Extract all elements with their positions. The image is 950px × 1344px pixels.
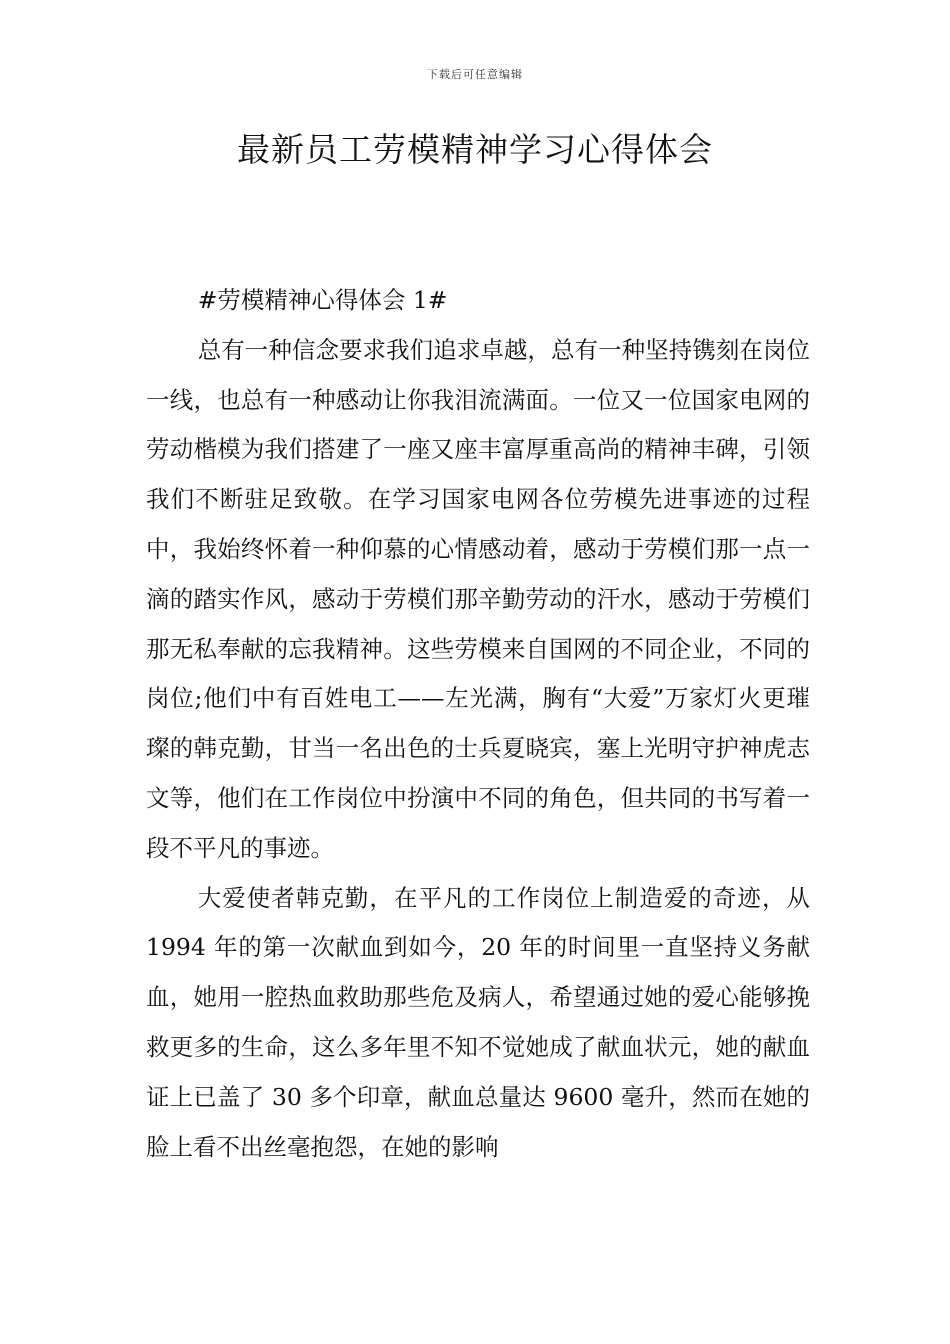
paragraph-1: 总有一种信念要求我们追求卓越，总有一种坚持镌刻在岗位一线，也总有一种感动让你我泪流满面。一位又一位国家电网的劳动楷模为我们搭建了一座又座丰富厚重高尚的精神丰碑，引领我们不断驻足致敬。在学习国家电网各位劳模先进事迹的过程中，我始终怀着一种仰慕的心情感动着，感动于劳模们那一点一滴的踏实作风，感动于劳模们那辛勤劳动的汗水，感动于劳模们那无私奉献的忘我精神。这些劳模来自国网的不同企业，不同的岗位;他们中有百姓电工——左光满，胸有“大爱”万家灯火更璀璨的韩克勤，甘当一名出色的士兵夏晓宾，塞上光明守护神虎志文等，他们在工作岗位中扮演中不同的角色，但共同的书写着一段不平凡的事迹。 bbox=[146, 335, 810, 862]
header-note: 下载后可任意编辑 bbox=[427, 68, 523, 81]
section-heading: #劳模精神心得体会 1# bbox=[197, 286, 448, 314]
document-body bbox=[146, 276, 810, 1172]
paragraph-2: 大爱使者韩克勤，在平凡的工作岗位上制造爱的奇迹，从 1994 年的第一次献血到如今，20 年的时间里一直坚持义务献血，她用一腔热血救助那些危及病人，希望通过她的爱心能够挽救更多的生命，这么多年里不知不觉她成了献血状元，她的献血证上已盖了 30 多个印章，献血总量达 9600 毫升，然而在她的脸上看不出丝毫抱怨，在她的影响 bbox=[146, 883, 810, 1161]
document-title: 最新员工劳模精神学习心得体会 bbox=[237, 130, 713, 169]
